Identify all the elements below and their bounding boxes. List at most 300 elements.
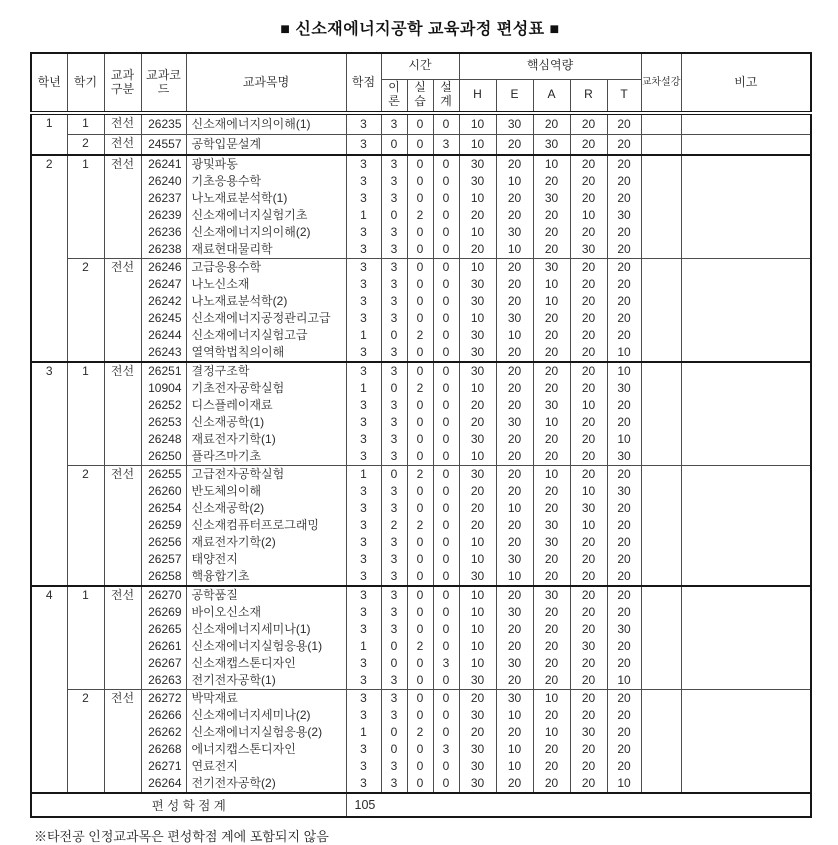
practice-hours-cell: 0 — [407, 293, 433, 310]
cross-listing-cell — [641, 690, 681, 708]
theory-hours-cell: 0 — [381, 466, 407, 484]
competency-e-cell: 20 — [496, 135, 533, 156]
design-hours-cell: 0 — [433, 500, 459, 517]
course-name-cell: 신소재에너지실험응용(2) — [186, 724, 346, 741]
competency-r-cell: 20 — [570, 551, 607, 568]
competency-r-cell: 20 — [570, 690, 607, 708]
course-code-cell: 26248 — [141, 431, 186, 448]
competency-a-cell: 30 — [533, 517, 570, 534]
competency-r-cell: 20 — [570, 604, 607, 621]
theory-hours-cell: 3 — [381, 344, 407, 362]
design-hours-cell: 0 — [433, 362, 459, 380]
year-cell: 4 — [31, 586, 67, 793]
competency-r-cell: 20 — [570, 173, 607, 190]
cross-listing-cell — [641, 155, 681, 173]
course-name-cell: 전기전자공학(1) — [186, 672, 346, 690]
competency-t-cell: 20 — [607, 741, 641, 758]
design-hours-cell: 0 — [433, 517, 459, 534]
competency-e-cell: 30 — [496, 551, 533, 568]
cross-listing-cell — [641, 344, 681, 362]
credits-cell: 3 — [346, 741, 381, 758]
competency-h-cell: 10 — [459, 135, 496, 156]
course-code-cell: 26255 — [141, 466, 186, 484]
course-code-cell: 24557 — [141, 135, 186, 156]
course-name-cell: 플라즈마기초 — [186, 448, 346, 466]
course-row — [31, 190, 811, 207]
remarks-cell — [681, 397, 811, 414]
course-code-cell: 26256 — [141, 534, 186, 551]
competency-h-cell: 30 — [459, 327, 496, 344]
practice-hours-cell: 0 — [407, 310, 433, 327]
col-header-code: 교과코드 — [141, 53, 186, 113]
remarks-cell — [681, 638, 811, 655]
remarks-cell — [681, 551, 811, 568]
course-name-cell: 신소재에너지의이해(2) — [186, 224, 346, 241]
footnote: ※타전공 인정교과목은 편성학점 계에 포함되지 않음 — [34, 829, 329, 844]
col-header-design: 설계 — [433, 79, 459, 113]
course-row — [31, 224, 811, 241]
competency-e-cell: 20 — [496, 638, 533, 655]
practice-hours-cell: 0 — [407, 672, 433, 690]
competency-h-cell: 10 — [459, 638, 496, 655]
category-cell: 전선 — [104, 362, 141, 466]
competency-e-cell: 20 — [496, 534, 533, 551]
competency-t-cell: 20 — [607, 190, 641, 207]
competency-t-cell: 20 — [607, 534, 641, 551]
semester-cell: 1 — [67, 586, 104, 690]
practice-hours-cell: 0 — [407, 604, 433, 621]
competency-e-cell: 20 — [496, 517, 533, 534]
design-hours-cell: 0 — [433, 190, 459, 207]
competency-h-cell: 30 — [459, 173, 496, 190]
practice-hours-cell: 0 — [407, 259, 433, 277]
competency-r-cell: 20 — [570, 293, 607, 310]
practice-hours-cell: 0 — [407, 431, 433, 448]
credits-cell: 3 — [346, 362, 381, 380]
competency-e-cell: 20 — [496, 466, 533, 484]
course-code-cell: 26251 — [141, 362, 186, 380]
competency-a-cell: 20 — [533, 431, 570, 448]
course-row — [31, 568, 811, 586]
cross-listing-cell — [641, 276, 681, 293]
credits-cell: 3 — [346, 586, 381, 604]
cross-listing-cell — [641, 293, 681, 310]
design-hours-cell: 0 — [433, 276, 459, 293]
credits-cell: 3 — [346, 155, 381, 173]
practice-hours-cell: 0 — [407, 173, 433, 190]
competency-r-cell: 20 — [570, 190, 607, 207]
remarks-cell — [681, 534, 811, 551]
competency-h-cell: 20 — [459, 207, 496, 224]
competency-t-cell: 20 — [607, 758, 641, 775]
design-hours-cell: 0 — [433, 224, 459, 241]
theory-hours-cell: 3 — [381, 500, 407, 517]
course-name-cell: 나노재료분석학(1) — [186, 190, 346, 207]
competency-h-cell: 30 — [459, 466, 496, 484]
course-row — [31, 293, 811, 310]
col-header-practice: 실습 — [407, 79, 433, 113]
credits-cell: 3 — [346, 775, 381, 793]
competency-h-cell: 10 — [459, 310, 496, 327]
competency-e-cell: 20 — [496, 431, 533, 448]
course-code-cell: 26247 — [141, 276, 186, 293]
course-name-cell: 공학품질 — [186, 586, 346, 604]
competency-r-cell: 20 — [570, 362, 607, 380]
competency-e-cell: 20 — [496, 621, 533, 638]
competency-r-cell: 20 — [570, 276, 607, 293]
competency-e-cell: 20 — [496, 672, 533, 690]
cross-listing-cell — [641, 707, 681, 724]
competency-a-cell: 20 — [533, 551, 570, 568]
theory-hours-cell: 3 — [381, 259, 407, 277]
course-row — [31, 672, 811, 690]
competency-a-cell: 30 — [533, 135, 570, 156]
remarks-cell — [681, 207, 811, 224]
course-row — [31, 707, 811, 724]
competency-a-cell: 30 — [533, 534, 570, 551]
design-hours-cell: 0 — [433, 621, 459, 638]
design-hours-cell: 0 — [433, 758, 459, 775]
cross-listing-cell — [641, 241, 681, 259]
design-hours-cell: 0 — [433, 690, 459, 708]
cross-listing-cell — [641, 621, 681, 638]
design-hours-cell: 0 — [433, 344, 459, 362]
competency-r-cell: 20 — [570, 621, 607, 638]
category-cell: 전선 — [104, 690, 141, 794]
remarks-cell — [681, 466, 811, 484]
course-row — [31, 276, 811, 293]
theory-hours-cell: 3 — [381, 448, 407, 466]
competency-t-cell: 20 — [607, 568, 641, 586]
design-hours-cell: 3 — [433, 655, 459, 672]
cross-listing-cell — [641, 327, 681, 344]
credits-cell: 3 — [346, 293, 381, 310]
remarks-cell — [681, 241, 811, 259]
category-cell: 전선 — [104, 259, 141, 363]
competency-t-cell: 30 — [607, 207, 641, 224]
competency-t-cell: 20 — [607, 724, 641, 741]
cross-listing-cell — [641, 414, 681, 431]
theory-hours-cell: 0 — [381, 207, 407, 224]
course-row — [31, 638, 811, 655]
theory-hours-cell: 0 — [381, 380, 407, 397]
practice-hours-cell: 2 — [407, 207, 433, 224]
course-code-cell: 26245 — [141, 310, 186, 327]
competency-e-cell: 20 — [496, 448, 533, 466]
course-name-cell: 신소재에너지실험응용(1) — [186, 638, 346, 655]
course-row — [31, 310, 811, 327]
competency-r-cell: 20 — [570, 344, 607, 362]
competency-a-cell: 20 — [533, 207, 570, 224]
competency-a-cell: 20 — [533, 224, 570, 241]
competency-h-cell: 10 — [459, 586, 496, 604]
credits-cell: 3 — [346, 483, 381, 500]
remarks-cell — [681, 327, 811, 344]
course-name-cell: 기초전자공학실험 — [186, 380, 346, 397]
semester-cell: 1 — [67, 362, 104, 466]
cross-listing-cell — [641, 310, 681, 327]
competency-t-cell: 20 — [607, 173, 641, 190]
competency-t-cell: 20 — [607, 241, 641, 259]
theory-hours-cell: 3 — [381, 241, 407, 259]
competency-r-cell: 20 — [570, 741, 607, 758]
remarks-cell — [681, 113, 811, 135]
course-name-cell: 핵융합기초 — [186, 568, 346, 586]
theory-hours-cell: 0 — [381, 724, 407, 741]
competency-r-cell: 20 — [570, 568, 607, 586]
competency-e-cell: 30 — [496, 690, 533, 708]
competency-r-cell: 30 — [570, 241, 607, 259]
practice-hours-cell: 0 — [407, 224, 433, 241]
competency-r-cell: 20 — [570, 672, 607, 690]
remarks-cell — [681, 604, 811, 621]
course-code-cell: 26236 — [141, 224, 186, 241]
design-hours-cell: 0 — [433, 775, 459, 793]
design-hours-cell: 0 — [433, 707, 459, 724]
credits-cell: 1 — [346, 638, 381, 655]
competency-r-cell: 20 — [570, 380, 607, 397]
design-hours-cell: 0 — [433, 397, 459, 414]
competency-t-cell: 20 — [607, 155, 641, 173]
cross-listing-cell — [641, 741, 681, 758]
course-row — [31, 517, 811, 534]
practice-hours-cell: 0 — [407, 655, 433, 672]
credits-cell: 3 — [346, 241, 381, 259]
competency-a-cell: 20 — [533, 707, 570, 724]
competency-a-cell: 20 — [533, 775, 570, 793]
cross-listing-cell — [641, 448, 681, 466]
course-row — [31, 534, 811, 551]
competency-e-cell: 20 — [496, 293, 533, 310]
category-cell: 전선 — [104, 155, 141, 259]
competency-r-cell: 10 — [570, 517, 607, 534]
practice-hours-cell: 0 — [407, 690, 433, 708]
competency-r-cell: 20 — [570, 155, 607, 173]
competency-e-cell: 20 — [496, 362, 533, 380]
cross-listing-cell — [641, 483, 681, 500]
remarks-cell — [681, 517, 811, 534]
competency-r-cell: 20 — [570, 586, 607, 604]
credits-cell: 3 — [346, 604, 381, 621]
competency-h-cell: 30 — [459, 568, 496, 586]
competency-a-cell: 10 — [533, 276, 570, 293]
course-row — [31, 690, 811, 708]
competency-r-cell: 20 — [570, 135, 607, 156]
theory-hours-cell: 3 — [381, 586, 407, 604]
theory-hours-cell: 3 — [381, 431, 407, 448]
competency-e-cell: 10 — [496, 327, 533, 344]
credits-cell: 3 — [346, 431, 381, 448]
remarks-cell — [681, 655, 811, 672]
remarks-cell — [681, 690, 811, 708]
cross-listing-cell — [641, 380, 681, 397]
competency-t-cell: 30 — [607, 380, 641, 397]
course-name-cell: 신소재공학(2) — [186, 500, 346, 517]
credits-cell: 3 — [346, 190, 381, 207]
credits-cell: 3 — [346, 707, 381, 724]
course-row — [31, 621, 811, 638]
competency-r-cell: 20 — [570, 466, 607, 484]
course-row — [31, 362, 811, 380]
theory-hours-cell: 3 — [381, 293, 407, 310]
theory-hours-cell: 3 — [381, 414, 407, 431]
course-code-cell: 26269 — [141, 604, 186, 621]
competency-e-cell: 20 — [496, 724, 533, 741]
competency-e-cell: 20 — [496, 586, 533, 604]
competency-a-cell: 30 — [533, 259, 570, 277]
practice-hours-cell: 0 — [407, 586, 433, 604]
course-name-cell: 재료현대물리학 — [186, 241, 346, 259]
course-code-cell: 26244 — [141, 327, 186, 344]
course-code-cell: 26240 — [141, 173, 186, 190]
remarks-cell — [681, 414, 811, 431]
cross-listing-cell — [641, 775, 681, 793]
course-code-cell: 26265 — [141, 621, 186, 638]
competency-h-cell: 20 — [459, 517, 496, 534]
course-row — [31, 241, 811, 259]
total-row — [31, 793, 811, 817]
practice-hours-cell: 0 — [407, 362, 433, 380]
course-row — [31, 155, 811, 173]
remarks-cell — [681, 448, 811, 466]
course-row — [31, 500, 811, 517]
practice-hours-cell: 0 — [407, 741, 433, 758]
practice-hours-cell: 0 — [407, 135, 433, 156]
col-header-credits: 학점 — [346, 53, 381, 113]
practice-hours-cell: 0 — [407, 241, 433, 259]
design-hours-cell: 0 — [433, 638, 459, 655]
competency-a-cell: 10 — [533, 724, 570, 741]
table-footer — [31, 793, 811, 817]
competency-e-cell: 30 — [496, 655, 533, 672]
credits-cell: 3 — [346, 500, 381, 517]
competency-h-cell: 10 — [459, 224, 496, 241]
competency-r-cell: 20 — [570, 414, 607, 431]
competency-a-cell: 10 — [533, 690, 570, 708]
cross-listing-cell — [641, 362, 681, 380]
theory-hours-cell: 3 — [381, 534, 407, 551]
competency-h-cell: 30 — [459, 276, 496, 293]
course-name-cell: 연료전지 — [186, 758, 346, 775]
competency-t-cell: 20 — [607, 707, 641, 724]
competency-a-cell: 10 — [533, 155, 570, 173]
course-name-cell: 신소재에너지실험기초 — [186, 207, 346, 224]
competency-e-cell: 10 — [496, 500, 533, 517]
practice-hours-cell: 0 — [407, 534, 433, 551]
competency-e-cell: 30 — [496, 604, 533, 621]
practice-hours-cell: 0 — [407, 448, 433, 466]
competency-e-cell: 10 — [496, 758, 533, 775]
remarks-cell — [681, 483, 811, 500]
col-header-e: E — [496, 79, 533, 113]
col-header-a: A — [533, 79, 570, 113]
course-name-cell: 박막재료 — [186, 690, 346, 708]
course-name-cell: 재료전자기학(2) — [186, 534, 346, 551]
table-body — [31, 113, 811, 793]
competency-r-cell: 20 — [570, 327, 607, 344]
credits-cell: 3 — [346, 173, 381, 190]
competency-r-cell: 20 — [570, 707, 607, 724]
competency-t-cell: 20 — [607, 551, 641, 568]
competency-t-cell: 20 — [607, 224, 641, 241]
cross-listing-cell — [641, 551, 681, 568]
competency-a-cell: 20 — [533, 758, 570, 775]
practice-hours-cell: 0 — [407, 621, 433, 638]
competency-r-cell: 20 — [570, 224, 607, 241]
competency-r-cell: 20 — [570, 113, 607, 135]
course-code-cell: 26237 — [141, 190, 186, 207]
theory-hours-cell: 0 — [381, 135, 407, 156]
competency-e-cell: 20 — [496, 259, 533, 277]
course-row — [31, 655, 811, 672]
theory-hours-cell: 0 — [381, 638, 407, 655]
col-header-year: 학년 — [31, 53, 67, 113]
practice-hours-cell: 0 — [407, 155, 433, 173]
competency-h-cell: 30 — [459, 775, 496, 793]
competency-a-cell: 20 — [533, 448, 570, 466]
competency-t-cell: 30 — [607, 621, 641, 638]
competency-t-cell: 20 — [607, 604, 641, 621]
course-name-cell: 신소재캡스톤디자인 — [186, 655, 346, 672]
theory-hours-cell: 3 — [381, 310, 407, 327]
practice-hours-cell: 0 — [407, 190, 433, 207]
practice-hours-cell: 0 — [407, 344, 433, 362]
competency-h-cell: 10 — [459, 621, 496, 638]
cross-listing-cell — [641, 672, 681, 690]
theory-hours-cell: 0 — [381, 741, 407, 758]
credits-cell: 3 — [346, 758, 381, 775]
competency-e-cell: 10 — [496, 741, 533, 758]
competency-e-cell: 30 — [496, 414, 533, 431]
competency-t-cell: 20 — [607, 586, 641, 604]
total-credits-label: 편 성 학 점 계 — [31, 793, 346, 817]
theory-hours-cell: 3 — [381, 568, 407, 586]
remarks-cell — [681, 362, 811, 380]
cross-listing-cell — [641, 113, 681, 135]
cross-listing-cell — [641, 259, 681, 277]
category-cell: 전선 — [104, 466, 141, 587]
remarks-cell — [681, 568, 811, 586]
competency-h-cell: 30 — [459, 758, 496, 775]
competency-e-cell: 20 — [496, 344, 533, 362]
credits-cell: 3 — [346, 276, 381, 293]
curriculum-table — [30, 52, 812, 818]
competency-e-cell: 20 — [496, 207, 533, 224]
course-row — [31, 758, 811, 775]
course-row — [31, 724, 811, 741]
competency-h-cell: 10 — [459, 113, 496, 135]
course-code-cell: 26242 — [141, 293, 186, 310]
practice-hours-cell: 2 — [407, 724, 433, 741]
competency-h-cell: 10 — [459, 551, 496, 568]
competency-e-cell: 10 — [496, 568, 533, 586]
course-row — [31, 466, 811, 484]
remarks-cell — [681, 224, 811, 241]
remarks-cell — [681, 259, 811, 277]
course-code-cell: 26258 — [141, 568, 186, 586]
course-name-cell: 나노재료분석학(2) — [186, 293, 346, 310]
course-name-cell: 신소재공학(1) — [186, 414, 346, 431]
credits-cell: 3 — [346, 397, 381, 414]
course-row — [31, 259, 811, 277]
course-name-cell: 신소재에너지실험고급 — [186, 327, 346, 344]
course-name-cell: 에너지캡스톤디자인 — [186, 741, 346, 758]
competency-e-cell: 10 — [496, 241, 533, 259]
remarks-cell — [681, 724, 811, 741]
competency-a-cell: 20 — [533, 173, 570, 190]
competency-t-cell: 30 — [607, 448, 641, 466]
design-hours-cell: 0 — [433, 113, 459, 135]
